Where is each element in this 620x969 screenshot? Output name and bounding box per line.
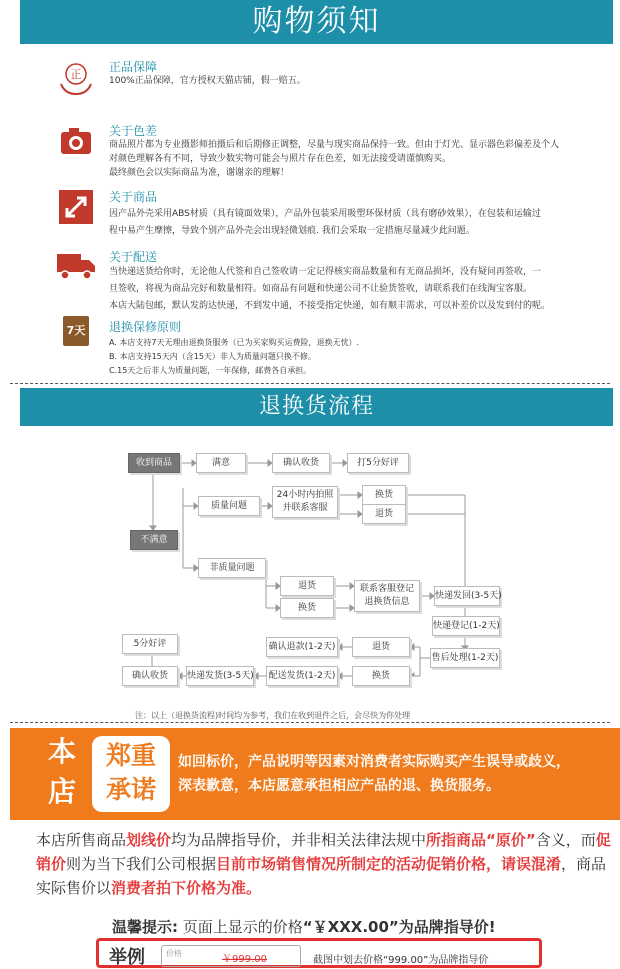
price-explanation: 本店所售商品划线价均为品牌指导价，并非相关法律法规中所指商品“原价”含义，而促销价则为当下我们公司根据目前市场销售情况所制定的活动促销价格，请误混淆，商品实际售价以消费者拍下价格为准。: [36, 831, 611, 897]
truck-icon: [55, 248, 97, 286]
promise-text: 如回标价，产品说明等因素对消费者实际购买产生误导或歧义， 深表歉意，本店愿意承担相应产品的退、换货服务。: [178, 754, 570, 794]
promise-box: [92, 736, 170, 812]
exchange-node: 换货: [362, 485, 406, 505]
svg-text:正: 正: [70, 68, 82, 81]
divider: [10, 383, 610, 384]
exchange-node-3: 换货: [352, 666, 410, 686]
return-node-2: 退货: [280, 576, 334, 596]
resize-arrow-icon: [55, 188, 97, 226]
section-title: 正品保障: [109, 60, 158, 74]
confirm-receipt-node-2: 确认收货: [122, 666, 178, 686]
promise-chengnuo: 承诺: [105, 775, 156, 804]
return-node: 退货: [362, 504, 406, 524]
camera-icon: [55, 124, 97, 162]
promise-ben: 本店: [47, 735, 76, 808]
unsatisfied-node: 不满意: [130, 530, 178, 550]
seven-day-icon: 7天: [63, 316, 89, 346]
authentic-badge-icon: [55, 60, 97, 98]
express-return-node: 快递发回(3-5天): [434, 586, 500, 606]
section-text: 100%正品保障，官方授权天猫店铺，假一赔五。: [109, 76, 306, 86]
return-flowchart: [0, 440, 620, 720]
divider: [10, 722, 610, 723]
five-star-node: 打5分好评: [347, 453, 409, 473]
price-example: [96, 938, 542, 968]
return-node-3: 退货: [352, 637, 410, 657]
received-node: 收到商品: [128, 453, 180, 473]
flow-banner: 退换货流程: [20, 388, 613, 426]
example-price-box: 价格 ￥999.00: [161, 945, 301, 967]
ship-exchange-node: 配送发货(1-2天): [266, 666, 338, 686]
notice-banner: 购物须知: [20, 0, 613, 44]
section-title: 退换保修原则: [109, 320, 182, 334]
satisfied-node: 满意: [196, 453, 246, 473]
express-register-node: 快递登记(1-2天): [432, 616, 500, 636]
authentic-section: [55, 56, 615, 106]
struck-price: ￥999.00: [222, 954, 267, 965]
exchange-node-2: 换货: [280, 598, 334, 618]
section-title: 关于商品: [109, 190, 158, 204]
after-sales-node: 售后处理(1-2天): [430, 648, 500, 668]
example-note: 截图中划去价格“999.00”为品牌指导价: [313, 955, 489, 966]
product-section: [55, 188, 615, 240]
non-quality-node: 非质量问题: [198, 558, 266, 578]
quality-issue-node: 质量问题: [198, 496, 260, 516]
express-ship-node: 快递发货(3-5天): [186, 666, 254, 686]
price-tip: 温馨提示: 页面上显示的价格“￥XXX.00”为品牌指导价!: [112, 918, 496, 936]
contact-24h-node: 24小时内拍照 并联系客服: [272, 486, 338, 518]
section-text: 商品照片都为专业摄影师拍摄后和后期修正调整，尽量与现实商品保持一致。但由于灯光、显示器色彩偏差及个人 对颜色理解各有不同，导致少数实物可能会与照片存在色差，如无法接受请谨慎购买。 最终颜色会以实际商品为准，谢谢亲的理解！: [109, 140, 560, 178]
promise-banner: [10, 728, 620, 820]
five-star-node-2: 5分好评: [122, 634, 178, 654]
flow-note: 注：以上（退换货流程)时间均为参考，我们在收到退件之后，会尽快为你处理: [135, 711, 411, 720]
section-text: 当快递送货给你时，无论他人代签和自己签收请一定记得核实商品数量和有无商品损坏，没有疑问再签收，一 旦签收，将视为商品完好和数量相符。如商品有问题和快递公司不让验货签收，请联系我们在线淘宝客服。 本店大陆包邮，默认发韵达快递，不到发中通，不接受指定快递，如有顺丰需求，可以补差价以及发到付的呢。: [109, 267, 551, 311]
section-title: 关于配送: [109, 250, 158, 264]
register-node: 联系客服登记 退换货信息: [354, 580, 420, 612]
section-text: A. 本店支持7天无理由退换货服务（已为买家购买运费险，退换无忧）. B. 本店支持15天内（含15天）非人为质量问题只换不修。 C.15天之后非人为质量问题，一年保修，邮费各自承担。: [109, 338, 360, 375]
section-title: 关于色差: [109, 124, 158, 138]
return-policy-section: [55, 314, 615, 384]
delivery-section: [55, 248, 615, 318]
confirm-refund-node: 确认退款(1-2天): [266, 637, 338, 657]
color-section: [55, 122, 615, 182]
confirm-receipt-node: 确认收货: [272, 453, 330, 473]
promise-zhengzhong: 郑重: [105, 741, 156, 770]
section-text: 因产品外壳采用ABS材质（具有镜面效果），产品外包装采用吸塑环保材质（具有磨砂效果），在包装和运输过 程中易产生摩擦，导致个别产品外壳会出现轻微划痕. 我们会采取一定措施尽量减少此问题。: [109, 209, 541, 236]
example-label: 举例: [109, 947, 145, 968]
